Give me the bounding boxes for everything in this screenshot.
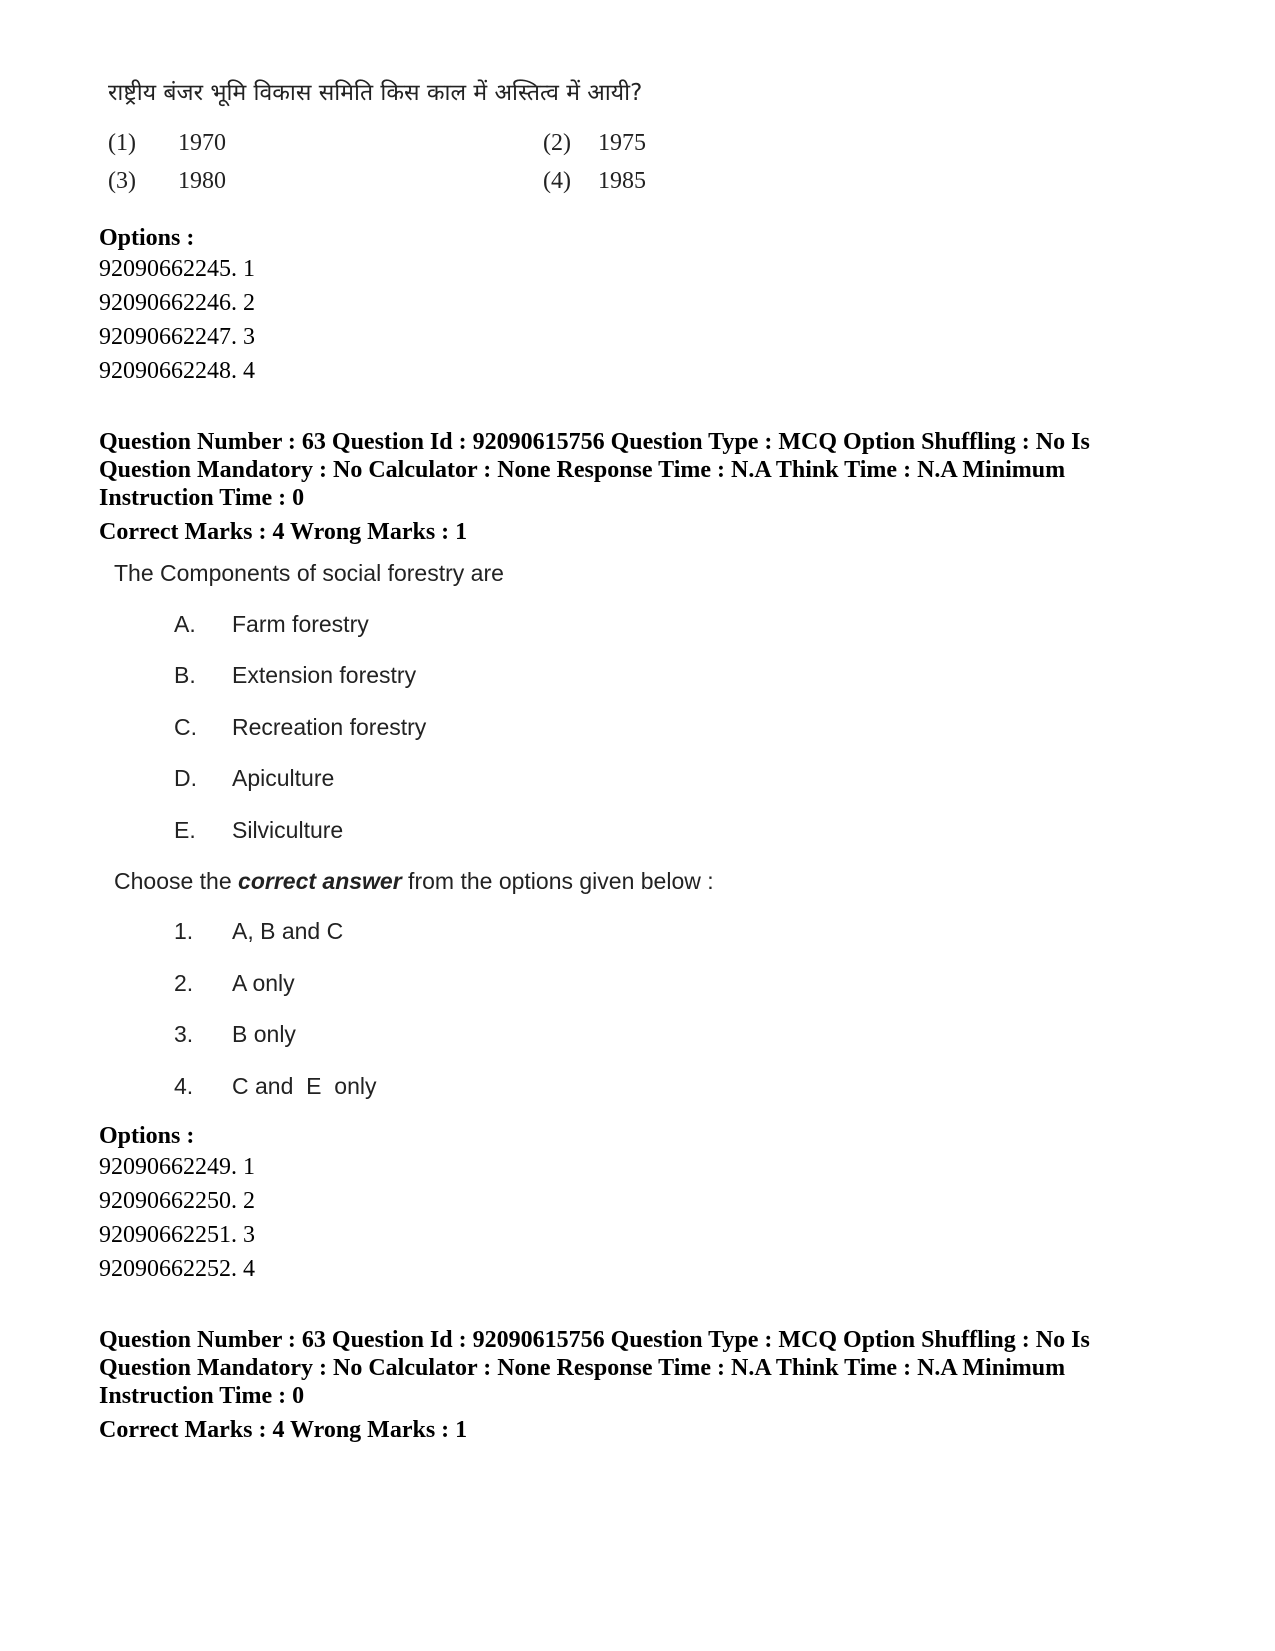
header-line: Question Mandatory : No Calculator : None Response Time : N.A Think Time : N.A Minimum <box>99 1355 1066 1381</box>
choice-number: (3) <box>108 168 136 194</box>
choice-number: (1) <box>108 130 136 156</box>
header-line: Question Number : 63 Question Id : 92090615756 Question Type : MCQ Option Shuffling : No Is <box>99 1327 1090 1353</box>
question-text: The Components of social forestry are <box>114 560 504 586</box>
hindi-choice-4 <box>543 168 646 195</box>
statement-text: Apiculture <box>232 765 335 791</box>
answer-item <box>174 918 343 945</box>
options-title: Options : <box>99 1123 195 1149</box>
statement-label: E. <box>174 817 196 843</box>
answer-item <box>174 1073 376 1100</box>
option-item: 92090662247. 3 <box>99 324 255 350</box>
question-header <box>99 428 1199 546</box>
statement-text: Silviculture <box>232 817 344 843</box>
header-line: Instruction Time : 0 <box>99 1383 305 1409</box>
hindi-choice-3 <box>108 168 226 195</box>
statement-item <box>174 662 416 689</box>
answer-label: 1. <box>174 918 194 944</box>
answer-label: 4. <box>174 1073 194 1099</box>
answer-text: B only <box>232 1021 296 1047</box>
header-line: Question Number : 63 Question Id : 92090615756 Question Type : MCQ Option Shuffling : No Is <box>99 429 1090 455</box>
option-item: 92090662246. 2 <box>99 290 255 316</box>
choose-post: from the options given below : <box>401 868 714 894</box>
statement-label: B. <box>174 662 196 688</box>
header-line: Instruction Time : 0 <box>99 485 305 511</box>
choose-pre: Choose the <box>114 868 239 894</box>
answer-label: 2. <box>174 970 194 996</box>
answer-text: A, B and C <box>232 918 344 944</box>
statement-item <box>174 714 426 741</box>
hindi-choice-2 <box>543 130 646 157</box>
choice-text: 1970 <box>178 130 226 156</box>
option-item: 92090662251. 3 <box>99 1222 255 1248</box>
options-block-q62 <box>99 225 255 388</box>
statement-item <box>174 611 369 638</box>
question-header <box>99 1326 1199 1444</box>
choose-bold: correct answer <box>238 868 402 894</box>
choose-instruction <box>114 868 714 895</box>
choice-text: 1985 <box>598 168 646 194</box>
option-item: 92090662250. 2 <box>99 1188 255 1214</box>
answer-label: 3. <box>174 1021 194 1047</box>
option-item: 92090662249. 1 <box>99 1154 255 1180</box>
statement-text: Extension forestry <box>232 662 417 688</box>
answer-item <box>174 970 295 997</box>
statement-item <box>174 765 334 792</box>
hindi-question-text: राष्ट्रीय बंजर भूमि विकास समिति किस काल में अस्तित्व में आयी? <box>108 80 643 106</box>
header-line: Question Mandatory : No Calculator : None Response Time : N.A Think Time : N.A Minimum <box>99 457 1066 483</box>
answer-item <box>174 1021 296 1048</box>
options-title: Options : <box>99 225 195 251</box>
choice-text: 1980 <box>178 168 226 194</box>
choice-number: (2) <box>543 130 571 156</box>
statement-label: D. <box>174 765 197 791</box>
marks-line: Correct Marks : 4 Wrong Marks : 1 <box>99 519 468 545</box>
statement-label: C. <box>174 714 197 740</box>
hindi-choice-1 <box>108 130 226 157</box>
choice-text: 1975 <box>598 130 646 156</box>
option-item: 92090662245. 1 <box>99 256 255 282</box>
answer-text: A only <box>232 970 295 996</box>
choice-number: (4) <box>543 168 571 194</box>
statement-text: Recreation forestry <box>232 714 427 740</box>
statement-text: Farm forestry <box>232 611 369 637</box>
statement-item <box>174 817 343 844</box>
answer-text: C and E only <box>232 1073 377 1099</box>
marks-line: Correct Marks : 4 Wrong Marks : 1 <box>99 1417 468 1443</box>
options-block-q63 <box>99 1123 255 1286</box>
option-item: 92090662252. 4 <box>99 1256 255 1282</box>
option-item: 92090662248. 4 <box>99 358 255 384</box>
statement-label: A. <box>174 611 196 637</box>
